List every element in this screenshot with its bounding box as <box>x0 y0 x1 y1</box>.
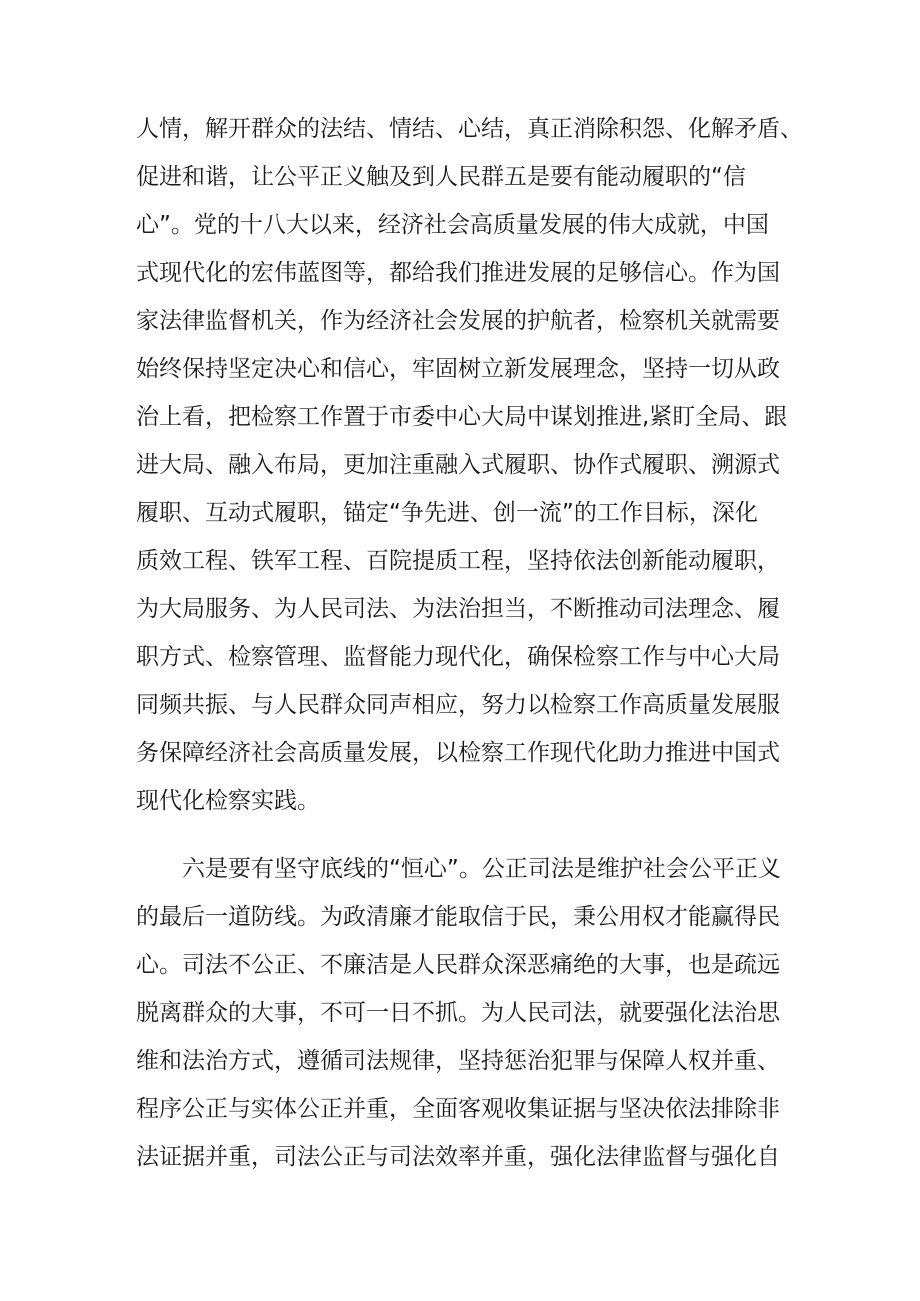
text-line: 心。司法不公正、不廉洁是人民群众深恶痛绝的大事，也是疏远 <box>136 952 780 978</box>
text-line: 治上看，把检察工作置于市委中心大局中谋划推进,紧盯全局、跟 <box>136 404 788 430</box>
text-line: 务保障经济社会高质量发展，以检察工作现代化助力推进中国式 <box>136 740 780 766</box>
text-line: 始终保持坚定决心和信心，牢固树立新发展理念，坚持一切从政 <box>136 356 780 382</box>
text-line: 六是要有坚守底线的“恒心”。公正司法是维护社会公平正义 <box>182 856 781 882</box>
text-line: 程序公正与实体公正并重，全面客观收集证据与坚决依法排除非 <box>136 1096 780 1122</box>
text-line: 质效工程、铁军工程、百院提质工程，坚持依法创新能动履职， <box>136 548 780 574</box>
text-line: 法证据并重，司法公正与司法效率并重，强化法律监督与强化自 <box>136 1144 780 1170</box>
text-line: 家法律监督机关，作为经济社会发展的护航者，检察机关就需要 <box>136 308 780 334</box>
text-line: 进大局、融入布局，更加注重融入式履职、协作式履职、溯源式 <box>136 452 780 478</box>
text-line: 心”。党的十八大以来，经济社会高质量发展的伟大成就，中国 <box>136 212 769 238</box>
text-line: 履职、互动式履职，锚定“争先进、创一流”的工作目标，深化 <box>136 500 758 526</box>
text-line: 促进和谐，让公平正义触及到人民群五是要有能动履职的“信 <box>136 164 746 190</box>
text-line: 为大局服务、为人民司法、为法治担当，不断推动司法理念、履 <box>136 596 780 622</box>
text-line: 的最后一道防线。为政清廉才能取信于民，秉公用权才能赢得民 <box>136 904 780 930</box>
text-line: 同频共振、与人民群众同声相应，努力以检察工作高质量发展服 <box>136 692 780 718</box>
text-line: 现代化检察实践。 <box>136 788 320 814</box>
text-line: 维和法治方式，遵循司法规律，坚持惩治犯罪与保障人权并重、 <box>136 1048 780 1074</box>
text-line: 式现代化的宏伟蓝图等，都给我们推进发展的足够信心。作为国 <box>136 260 780 286</box>
text-line: 人情，解开群众的法结、情结、心结，真正消除积怨、化解矛盾、 <box>136 116 803 142</box>
text-line: 职方式、检察管理、监督能力现代化，确保检察工作与中心大局 <box>136 644 780 670</box>
text-line: 脱离群众的大事，不可一日不抓。为人民司法，就要强化法治思 <box>136 1000 780 1026</box>
